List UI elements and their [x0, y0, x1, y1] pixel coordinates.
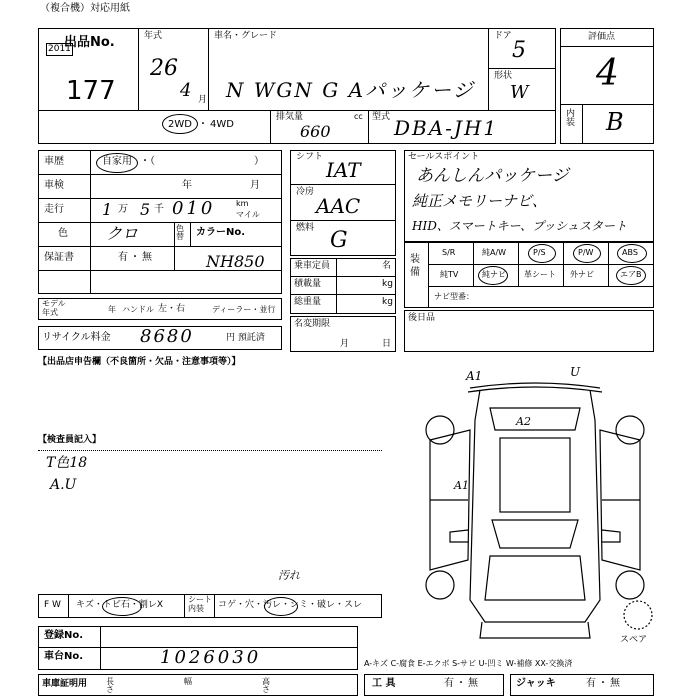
weight-label: 総重量 [294, 297, 322, 307]
ac-value: AAC [316, 194, 361, 218]
inspector-line1: T色18 [46, 455, 88, 471]
fw-chip-circle [102, 597, 142, 616]
plate-expiry-label: 名変期限 [294, 319, 331, 329]
garage-cert-label: 車庫証明用 [42, 679, 88, 689]
diagram-u-mark: U [570, 365, 581, 379]
inspection-year: 年 [182, 180, 192, 191]
capacity-label: 乗車定員 [294, 261, 331, 271]
jack-value: 有・無 [586, 678, 622, 689]
history-label: 車歴 [44, 156, 64, 167]
garage-height: 高さ [262, 677, 270, 694]
plate-expiry-day: 日 [382, 339, 392, 349]
equip-ps: P/S [533, 248, 546, 257]
history-sep: ・（ [140, 156, 155, 167]
month-suffix: 月 [198, 95, 208, 105]
equip-leather: 革シート [524, 270, 556, 279]
shift-value: IAT [326, 158, 361, 182]
color-change-label: 色替 [176, 224, 184, 241]
equip-navi: 純ナビ [482, 270, 506, 279]
equipment-label: 装備 [410, 254, 420, 278]
inspector-line2: A.U [50, 477, 77, 493]
door-value: 5 [512, 38, 526, 63]
door-label: ドア [494, 31, 512, 41]
warranty-label: 保証書 [44, 252, 74, 263]
model-label: 型式 [372, 112, 391, 122]
equip-airbag: エアB [620, 270, 642, 279]
color-code-value: NH850 [206, 252, 265, 271]
chassis-label: 車台No. [44, 651, 84, 662]
mileage-sen-unit: 千 [154, 204, 164, 215]
equip-tv: 純TV [440, 270, 459, 279]
inspection-month: 月 [250, 180, 260, 191]
year-label: 年式 [144, 31, 163, 41]
shift-label: シフト [296, 152, 324, 162]
tools-value: 有・無 [444, 678, 480, 689]
mileage-sen: 5 [140, 200, 151, 219]
equip-airbag-circle [616, 266, 646, 285]
model-year-dealer: ディーラー・並行 [212, 305, 276, 314]
tools-label: 工 具 [372, 678, 396, 689]
year-value: 26 [150, 56, 178, 81]
fuel-label: 燃料 [296, 223, 315, 233]
diagram-a1-rear: A1 [466, 369, 483, 383]
diagram-a1-side: A1 [454, 479, 469, 492]
recycle-suffix: 円 預託済 [226, 333, 265, 343]
ac-label: 冷房 [296, 187, 315, 197]
equip-ext-navi: 外ナビ [570, 270, 594, 279]
load-unit: kg [382, 279, 393, 289]
seat-items: コゲ・穴・汚レ・シミ・破レ・スレ [218, 600, 363, 610]
history-circle [96, 153, 138, 173]
sales-line1: あんしんパッケージ [416, 166, 569, 186]
equip-aw: 純A/W [482, 248, 507, 257]
diagram-a2-roof: A2 [516, 415, 531, 428]
model-year-lr: 左・右 [158, 304, 186, 314]
capacity-unit: 名 [382, 261, 392, 271]
shape-value: W [510, 82, 529, 103]
fuel-value: G [330, 228, 348, 253]
mileage-man: 1 [102, 200, 113, 219]
drive-2wd-circle [162, 114, 198, 134]
mileage-mile: マイル [236, 210, 260, 219]
model-year-label: モデル年式 [42, 299, 66, 317]
header-form-title: （複合機）対応用紙 [40, 3, 130, 14]
drive-2wd: 2WD [168, 119, 192, 130]
plate-expiry-unit: 月 [340, 339, 350, 349]
history-close: ） [254, 156, 264, 167]
sales-line2: 純正メモリーナビ、 [412, 192, 547, 210]
seat-note: 汚れ [278, 569, 300, 582]
equip-pw-circle [573, 244, 601, 263]
equip-abs: ABS [622, 248, 638, 257]
seat-label: シート内装 [188, 595, 212, 613]
weight-unit: kg [382, 297, 393, 307]
inspector-label: 【検査員記入】 [38, 435, 102, 445]
seat-stain-circle [264, 597, 298, 616]
aftermarket-label: 後日品 [408, 313, 436, 323]
garage-width: 幅 [184, 677, 192, 686]
lot-year-stamp: 2011 [48, 44, 71, 54]
registration-label: 登録No. [44, 630, 84, 641]
inspection-label: 車検 [44, 180, 64, 191]
drive-sep: ・ [198, 119, 208, 130]
grade-exterior: 4 [596, 53, 619, 94]
recycle-value: 8680 [140, 326, 194, 347]
history-value: 自家用 [102, 156, 132, 167]
mileage-rest: 010 [172, 198, 216, 219]
displacement-value: 660 [300, 122, 331, 141]
model-value: DBA-JH1 [394, 116, 499, 140]
model-year-year: 年 [108, 305, 116, 314]
shape-label: 形状 [494, 71, 513, 81]
notes-label: 【出品店申告欄（不良箇所・欠品・注意事項等）】 [38, 357, 241, 367]
equip-abs-circle [617, 244, 647, 263]
color-value: クロ [106, 224, 139, 243]
spare-label: スペア [620, 635, 648, 645]
grade-label: 評価点 [588, 32, 616, 42]
displacement-unit: cc [354, 112, 363, 121]
name-value: N WGN G Aパッケージ [226, 78, 475, 102]
mileage-man-unit: 万 [118, 204, 128, 215]
warranty-value: 有・無 [118, 252, 154, 263]
lot-number: 177 [66, 76, 116, 106]
drive-4wd: 4WD [210, 119, 234, 130]
color-code-label: カラーNo. [196, 227, 246, 238]
jack-label: ジャッキ [516, 678, 556, 689]
equip-ps-circle [528, 244, 556, 263]
aftermarket-block [404, 310, 654, 352]
equip-navi-circle [478, 266, 508, 285]
grade-interior: B [606, 108, 624, 136]
fw-items: キズ・トビ石・割レX [76, 600, 163, 610]
lot-label: 出品No. [64, 35, 115, 50]
sales-label: セールスポイント [408, 152, 480, 162]
equip-pw: P/W [578, 248, 594, 257]
month-value: 4 [180, 80, 192, 101]
mileage-label: 走行 [44, 204, 64, 215]
displacement-label: 排気量 [276, 112, 304, 122]
grade-interior-label: 内装 [566, 109, 576, 128]
garage-length: 長さ [106, 677, 114, 694]
car-damage-diagram [410, 360, 660, 650]
recycle-label: リサイクル料金 [42, 332, 111, 343]
sales-line3: HID、スマートキー、プッシュスタート [412, 219, 628, 233]
chassis-value: 1026030 [160, 647, 262, 668]
damage-legend: A-キズ C-腐食 E-エクボ S-サビ U-凹ミ W-補修 XX-交換済 [364, 659, 573, 668]
fw-label: F W [44, 600, 61, 610]
equip-navi-model-label: ナビ型番： [434, 292, 474, 301]
name-label: 車名・グレード [214, 31, 278, 41]
load-label: 積載量 [294, 279, 322, 289]
equip-sr: S/R [442, 248, 456, 257]
model-year-handle: ハンドル [122, 305, 154, 314]
mileage-km: km [236, 199, 249, 208]
color-label: 色 [58, 228, 68, 239]
